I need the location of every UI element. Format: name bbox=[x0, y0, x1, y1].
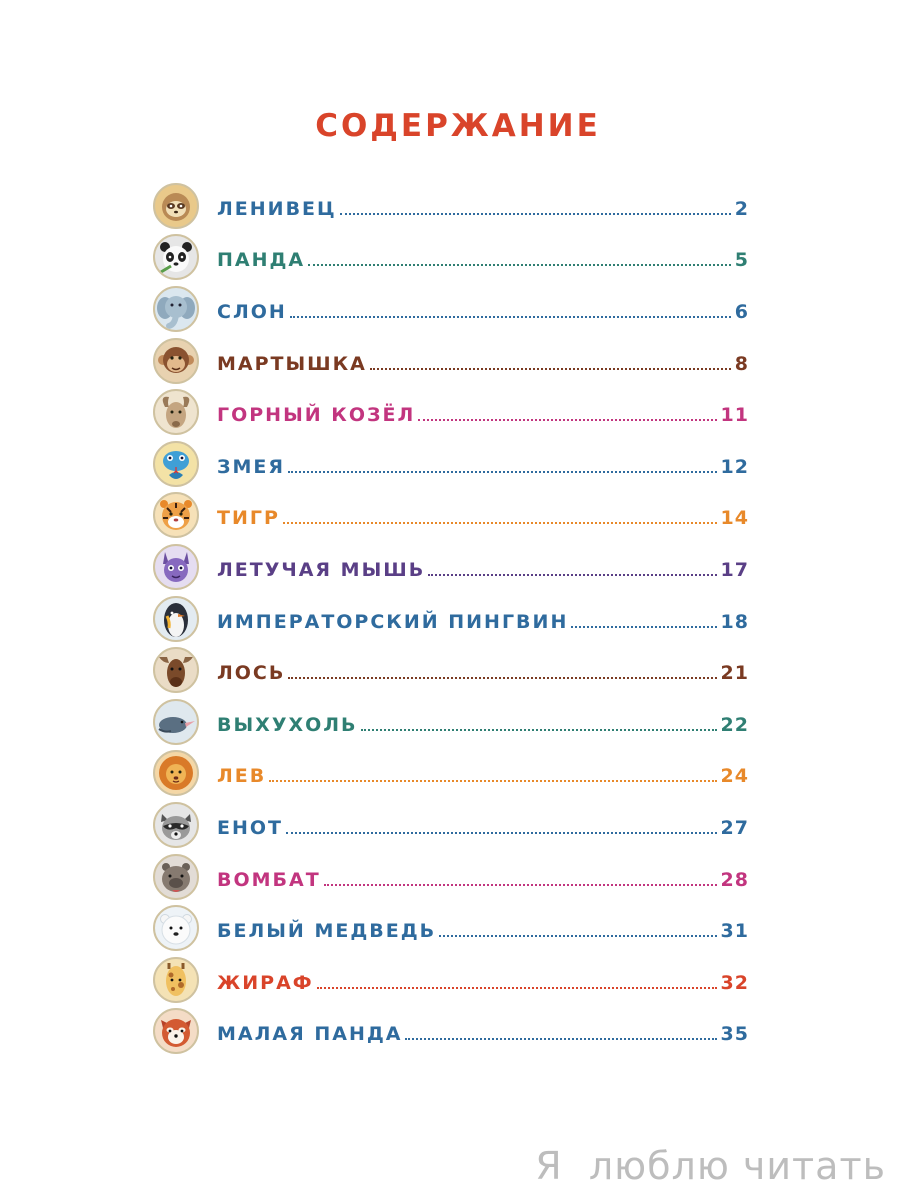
toc-entry-text bbox=[217, 552, 749, 582]
entry-page-number: 22 bbox=[720, 713, 749, 736]
toc-entry-giraffe[interactable] bbox=[153, 954, 749, 1006]
entry-page-number: 27 bbox=[720, 816, 749, 839]
tiger-icon bbox=[153, 492, 199, 538]
moose-icon bbox=[153, 647, 199, 693]
watermark: Я люблю читать bbox=[535, 1144, 886, 1188]
mountain-goat-icon-art bbox=[155, 391, 197, 433]
toc-entry-text bbox=[217, 397, 749, 427]
toc-entry-text bbox=[217, 655, 749, 685]
dotted-leader bbox=[317, 987, 717, 989]
raccoon-icon bbox=[153, 802, 199, 848]
entry-title: ИМПЕРАТОРСКИЙ ПИНГВИН bbox=[217, 610, 569, 633]
toc-entry-text bbox=[217, 810, 749, 840]
toc-entry-text bbox=[217, 707, 749, 737]
toc-entry-wombat[interactable] bbox=[153, 851, 749, 903]
entry-page-number: 11 bbox=[720, 404, 749, 427]
desman-icon bbox=[153, 699, 199, 745]
toc-entry-text bbox=[217, 500, 749, 530]
dotted-leader bbox=[439, 935, 716, 937]
dotted-leader bbox=[571, 626, 716, 628]
entry-title: ЛЕВ bbox=[217, 765, 267, 788]
toc-entry-text bbox=[217, 862, 749, 892]
dotted-leader bbox=[308, 264, 731, 266]
wombat-icon bbox=[153, 854, 199, 900]
toc-entry-red-panda[interactable] bbox=[153, 1006, 749, 1058]
polar-bear-icon bbox=[153, 905, 199, 951]
toc-entry-lion[interactable] bbox=[153, 748, 749, 800]
entry-page-number: 2 bbox=[734, 197, 749, 220]
entry-title: ЛЕТУЧАЯ МЫШЬ bbox=[217, 558, 426, 581]
bat-icon bbox=[153, 544, 199, 590]
dotted-leader bbox=[428, 574, 716, 576]
snake-icon bbox=[153, 441, 199, 487]
monkey-icon bbox=[153, 338, 199, 384]
moose-icon-art bbox=[155, 649, 197, 691]
entry-page-number: 8 bbox=[734, 352, 749, 375]
toc-entry-text bbox=[217, 242, 749, 272]
red-panda-icon bbox=[153, 1008, 199, 1054]
elephant-icon bbox=[153, 286, 199, 332]
entry-page-number: 32 bbox=[720, 971, 749, 994]
entry-page-number: 18 bbox=[720, 610, 749, 633]
dotted-leader bbox=[288, 677, 716, 679]
raccoon-icon-art bbox=[155, 804, 197, 846]
lion-icon-art bbox=[155, 752, 197, 794]
toc-entry-text bbox=[217, 294, 749, 324]
panda-icon bbox=[153, 234, 199, 280]
red-panda-icon-art bbox=[155, 1010, 197, 1052]
entry-title: ЕНОТ bbox=[217, 816, 283, 839]
monkey-icon-art bbox=[155, 340, 197, 382]
entry-page-number: 35 bbox=[720, 1023, 749, 1046]
toc-entry-mountain-goat[interactable] bbox=[153, 386, 749, 438]
entry-title: ЖИРАФ bbox=[217, 971, 314, 994]
tiger-icon-art bbox=[155, 494, 197, 536]
toc-entry-text bbox=[217, 1016, 749, 1046]
dotted-leader bbox=[290, 316, 731, 318]
toc-entry-snake[interactable] bbox=[153, 438, 749, 490]
entry-title: ПАНДА bbox=[217, 249, 306, 272]
bat-icon-art bbox=[155, 546, 197, 588]
toc-entry-text bbox=[217, 191, 749, 221]
toc-entry-text bbox=[217, 965, 749, 995]
dotted-leader bbox=[361, 729, 717, 731]
dotted-leader bbox=[288, 471, 717, 473]
polar-bear-icon-art bbox=[155, 907, 197, 949]
entry-page-number: 31 bbox=[720, 920, 749, 943]
giraffe-icon bbox=[153, 957, 199, 1003]
toc-entry-text bbox=[217, 449, 749, 479]
entry-title: ЗМЕЯ bbox=[217, 455, 286, 478]
entry-title: БЕЛЫЙ МЕДВЕДЬ bbox=[217, 920, 437, 943]
penguin-icon bbox=[153, 596, 199, 642]
entry-title: МАЛАЯ ПАНДА bbox=[217, 1023, 403, 1046]
entry-title: ТИГР bbox=[217, 507, 280, 530]
desman-icon-art bbox=[155, 701, 197, 743]
wombat-icon-art bbox=[155, 856, 197, 898]
toc-entry-panda[interactable] bbox=[153, 232, 749, 284]
snake-icon-art bbox=[155, 443, 197, 485]
lion-icon bbox=[153, 750, 199, 796]
entry-page-number: 12 bbox=[720, 455, 749, 478]
entry-page-number: 5 bbox=[734, 249, 749, 272]
toc-entry-monkey[interactable] bbox=[153, 335, 749, 387]
toc-entry-sloth[interactable] bbox=[153, 180, 749, 232]
panda-icon-art bbox=[155, 236, 197, 278]
entry-title: МАРТЫШКА bbox=[217, 352, 367, 375]
dotted-leader bbox=[418, 419, 716, 421]
entry-title: ВОМБАТ bbox=[217, 868, 321, 891]
toc-entry-polar-bear[interactable] bbox=[153, 902, 749, 954]
elephant-icon-art bbox=[155, 288, 197, 330]
toc-entry-bat[interactable] bbox=[153, 541, 749, 593]
entry-title: ВЫХУХОЛЬ bbox=[217, 713, 358, 736]
dotted-leader bbox=[340, 213, 731, 215]
entry-page-number: 21 bbox=[720, 662, 749, 685]
dotted-leader bbox=[370, 368, 731, 370]
mountain-goat-icon bbox=[153, 389, 199, 435]
toc-entry-moose[interactable] bbox=[153, 644, 749, 696]
toc-entry-text bbox=[217, 604, 749, 634]
toc-entry-elephant[interactable] bbox=[153, 283, 749, 335]
toc-entry-raccoon[interactable] bbox=[153, 799, 749, 851]
entry-page-number: 24 bbox=[720, 765, 749, 788]
toc-entry-text bbox=[217, 758, 749, 788]
dotted-leader bbox=[269, 780, 716, 782]
toc-entry-tiger[interactable] bbox=[153, 490, 749, 542]
entry-title: СЛОН bbox=[217, 300, 287, 323]
entry-page-number: 6 bbox=[734, 300, 749, 323]
toc-entry-text bbox=[217, 913, 749, 943]
toc-entry-penguin[interactable] bbox=[153, 593, 749, 645]
entry-title: ГОРНЫЙ КОЗЁЛ bbox=[217, 404, 416, 427]
entry-page-number: 17 bbox=[720, 558, 749, 581]
dotted-leader bbox=[283, 522, 717, 524]
penguin-icon-art bbox=[155, 598, 197, 640]
entry-page-number: 14 bbox=[720, 507, 749, 530]
dotted-leader bbox=[405, 1038, 716, 1040]
sloth-icon-art bbox=[155, 185, 197, 227]
dotted-leader bbox=[324, 884, 717, 886]
toc-entry-text bbox=[217, 346, 749, 376]
entry-page-number: 28 bbox=[720, 868, 749, 891]
sloth-icon bbox=[153, 183, 199, 229]
page-title: СОДЕРЖАНИЕ bbox=[315, 108, 601, 144]
entry-title: ЛОСЬ bbox=[217, 662, 286, 685]
entry-title: ЛЕНИВЕЦ bbox=[217, 197, 337, 220]
dotted-leader bbox=[286, 832, 717, 834]
toc-entry-desman[interactable] bbox=[153, 696, 749, 748]
giraffe-icon-art bbox=[155, 959, 197, 1001]
table-of-contents bbox=[153, 180, 749, 1057]
